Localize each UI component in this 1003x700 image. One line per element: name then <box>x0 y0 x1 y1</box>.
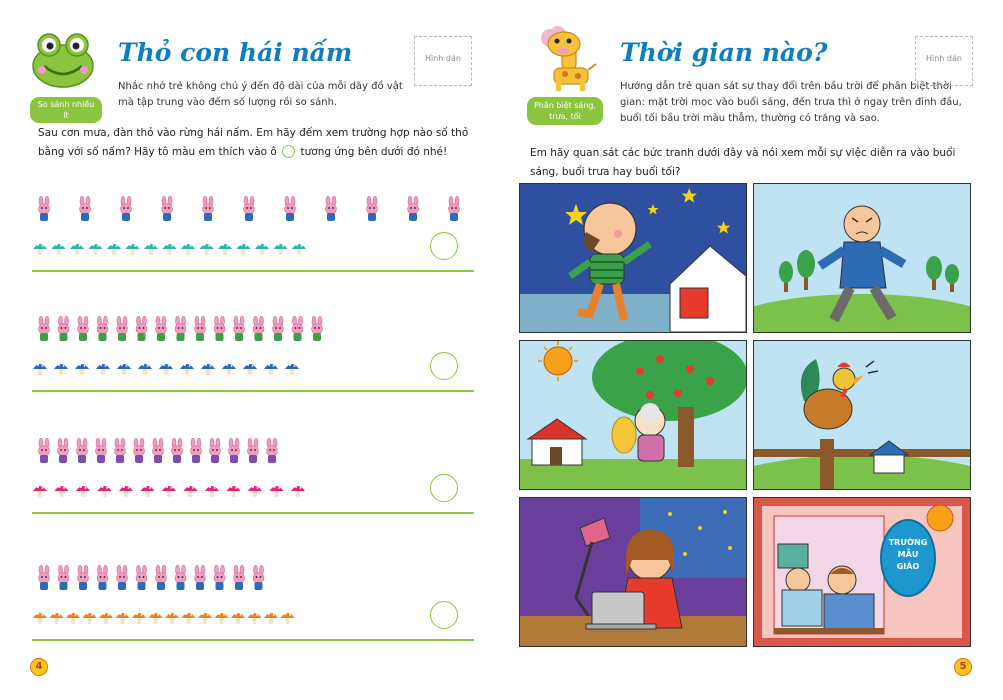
mushroom-icon <box>222 364 236 375</box>
mushroom-icon <box>205 486 219 497</box>
bunny-icon <box>367 196 378 221</box>
bunny-row <box>32 565 271 591</box>
bunny-icon <box>115 438 126 463</box>
comic-panel-rooster <box>753 340 971 490</box>
mushroom-icon <box>255 244 269 255</box>
mushroom-icon <box>116 613 130 624</box>
mushroom-icon <box>237 244 251 255</box>
comic-panel-morning-exercise <box>753 183 971 333</box>
counting-row <box>32 196 474 276</box>
bunny-icon <box>408 196 419 221</box>
row-divider <box>32 390 474 392</box>
row-divider <box>32 639 474 641</box>
mushroom-row <box>32 609 304 635</box>
mushroom-icon <box>264 613 278 624</box>
bunny-icon <box>253 316 264 341</box>
bunny-icon <box>172 438 183 463</box>
counting-row <box>32 565 474 645</box>
bunny-row <box>32 196 466 222</box>
mushroom-icon <box>149 613 163 624</box>
mushroom-icon <box>54 364 68 375</box>
bunny-icon <box>117 565 128 590</box>
counting-row <box>32 316 474 396</box>
mushroom-icon <box>264 364 278 375</box>
mushroom-icon <box>33 244 47 255</box>
bunny-icon <box>326 196 337 221</box>
mushroom-icon <box>138 364 152 375</box>
bunny-icon <box>58 316 69 341</box>
mushroom-icon <box>141 486 155 497</box>
page-title: Thời gian nào? <box>620 38 828 67</box>
bunny-icon <box>195 316 206 341</box>
sticker-box[interactable]: Hình dán <box>414 36 472 86</box>
comic-panel-night-computer <box>519 497 747 647</box>
school-sign-line: GIÁO <box>896 562 920 571</box>
bunny-icon <box>214 316 225 341</box>
bunny-icon <box>136 316 147 341</box>
sticker-box[interactable]: Hình dán <box>915 36 973 86</box>
answer-circle[interactable] <box>430 232 458 260</box>
mushroom-row <box>32 482 314 508</box>
mushroom-icon <box>159 364 173 375</box>
mushroom-icon <box>285 364 299 375</box>
mushroom-icon <box>243 364 257 375</box>
bunny-icon <box>117 316 128 341</box>
instruction-part-1: Sau cơn mưa, đàn thỏ vào rừng hái nấm. Em hãy đếm xem trường hợp nào số thỏ bằng với số nấm? Hãy tô màu em thích vào ô <box>38 127 469 158</box>
bunny-icon <box>134 438 145 463</box>
comic-panel-night-boy <box>519 183 747 333</box>
mushroom-icon <box>117 364 131 375</box>
guide-text: Hướng dẫn trẻ quan sát sự thay đổi trên bầu trời để phân biệt thời gian: mặt trời mọc vào buổi sáng, đến trưa thì ở ngay trên đỉnh đầu, buổi tối bầu trời màu thẫm, thường có trăng và sao. <box>620 81 962 124</box>
mushroom-icon <box>33 613 47 624</box>
school-sign <box>880 519 936 597</box>
mushroom-icon <box>291 486 305 497</box>
mushroom-icon <box>99 613 113 624</box>
answer-circle[interactable] <box>430 352 458 380</box>
bunny-icon <box>97 565 108 590</box>
answer-circle[interactable] <box>430 474 458 502</box>
mushroom-icon <box>132 613 146 624</box>
instruction-part-2: tương ứng bên dưới đó nhé! <box>300 146 448 158</box>
mushroom-icon <box>292 244 306 255</box>
mushroom-icon <box>33 486 47 497</box>
bunny-icon <box>175 316 186 341</box>
mushroom-icon <box>119 486 133 497</box>
answer-circle[interactable] <box>430 601 458 629</box>
bunny-icon <box>210 438 221 463</box>
mushroom-icon <box>98 486 112 497</box>
mushroom-icon <box>50 613 64 624</box>
bunny-icon <box>162 196 173 221</box>
bunny-icon <box>96 438 107 463</box>
bunny-icon <box>273 316 284 341</box>
bunny-icon <box>449 196 460 221</box>
mushroom-icon <box>281 613 295 624</box>
bunny-icon <box>39 565 50 590</box>
category-pill: So sánh nhiều ít <box>30 97 102 123</box>
mushroom-icon <box>96 364 110 375</box>
mushroom-icon <box>126 244 140 255</box>
mushroom-icon <box>76 486 90 497</box>
mushroom-icon <box>107 244 121 255</box>
page-number: 4 <box>30 658 48 676</box>
instruction-text: Em hãy quan sát các bức tranh dưới đây và nói xem mỗi sự việc diễn ra vào buổi sáng, buổi trưa hay buổi tối? <box>530 147 956 178</box>
bunny-icon <box>203 196 214 221</box>
mushroom-icon <box>75 364 89 375</box>
mushroom-icon <box>66 613 80 624</box>
bunny-icon <box>78 565 89 590</box>
bunny-icon <box>97 316 108 341</box>
mushroom-icon <box>200 244 214 255</box>
bunny-icon <box>195 565 206 590</box>
mushroom-icon <box>165 613 179 624</box>
bunny-icon <box>253 565 264 590</box>
bunny-icon <box>312 316 323 341</box>
mushroom-icon <box>248 486 262 497</box>
mushroom-icon <box>198 613 212 624</box>
mushroom-icon <box>180 364 194 375</box>
giraffe-mascot-icon <box>530 24 600 94</box>
category-pill: Phân biệt sáng, trưa, tối <box>527 97 603 125</box>
row-divider <box>32 512 474 514</box>
bunny-icon <box>121 196 132 221</box>
mushroom-icon <box>201 364 215 375</box>
bunny-icon <box>214 565 225 590</box>
bunny-icon <box>191 438 202 463</box>
bunny-icon <box>156 565 167 590</box>
school-sign-line: MẪU <box>897 550 919 559</box>
comic-panel-nap <box>753 497 971 647</box>
mushroom-icon <box>70 244 84 255</box>
inline-circle-icon <box>282 145 295 158</box>
bunny-icon <box>244 196 255 221</box>
mushroom-icon <box>162 486 176 497</box>
comic-panel-noon-grandma <box>519 340 747 490</box>
mushroom-row <box>32 360 308 386</box>
mushroom-icon <box>144 244 158 255</box>
guide-text: Nhắc nhở trẻ không chú ý đến độ dài của mỗi dãy đồ vật mà tập trung vào đếm số lượng rồi so sánh. <box>118 81 403 108</box>
mushroom-icon <box>181 244 195 255</box>
page-number: 5 <box>954 658 972 676</box>
bunny-icon <box>234 565 245 590</box>
bunny-icon <box>39 196 50 221</box>
mushroom-icon <box>33 364 47 375</box>
bunny-icon <box>78 316 89 341</box>
mushroom-icon <box>215 613 229 624</box>
mushroom-icon <box>163 244 177 255</box>
bunny-icon <box>267 438 278 463</box>
mushroom-icon <box>182 613 196 624</box>
bunny-icon <box>285 196 296 221</box>
mushroom-icon <box>274 244 288 255</box>
mushroom-icon <box>270 486 284 497</box>
bunny-icon <box>80 196 91 221</box>
mushroom-icon <box>248 613 262 624</box>
row-divider <box>32 270 474 272</box>
counting-row <box>32 438 474 518</box>
bunny-icon <box>58 565 69 590</box>
mushroom-row <box>32 240 315 266</box>
bunny-icon <box>229 438 240 463</box>
mushroom-icon <box>184 486 198 497</box>
bunny-icon <box>153 438 164 463</box>
bunny-icon <box>77 438 88 463</box>
mushroom-icon <box>231 613 245 624</box>
school-sign-line: TRƯỜNG <box>888 538 928 547</box>
bunny-row <box>32 438 284 464</box>
frog-mascot-icon <box>30 28 96 88</box>
bunny-icon <box>58 438 69 463</box>
page-title: Thỏ con hái nấm <box>118 38 353 67</box>
mushroom-icon <box>218 244 232 255</box>
bunny-icon <box>292 316 303 341</box>
bunny-icon <box>248 438 259 463</box>
mushroom-icon <box>83 613 97 624</box>
bunny-icon <box>39 316 50 341</box>
mushroom-icon <box>227 486 241 497</box>
bunny-icon <box>39 438 50 463</box>
bunny-icon <box>175 565 186 590</box>
mushroom-icon <box>89 244 103 255</box>
mushroom-icon <box>52 244 66 255</box>
bunny-icon <box>234 316 245 341</box>
bunny-icon <box>136 565 147 590</box>
bunny-icon <box>156 316 167 341</box>
bunny-row <box>32 316 329 342</box>
instruction-text <box>38 124 478 162</box>
mushroom-icon <box>55 486 69 497</box>
